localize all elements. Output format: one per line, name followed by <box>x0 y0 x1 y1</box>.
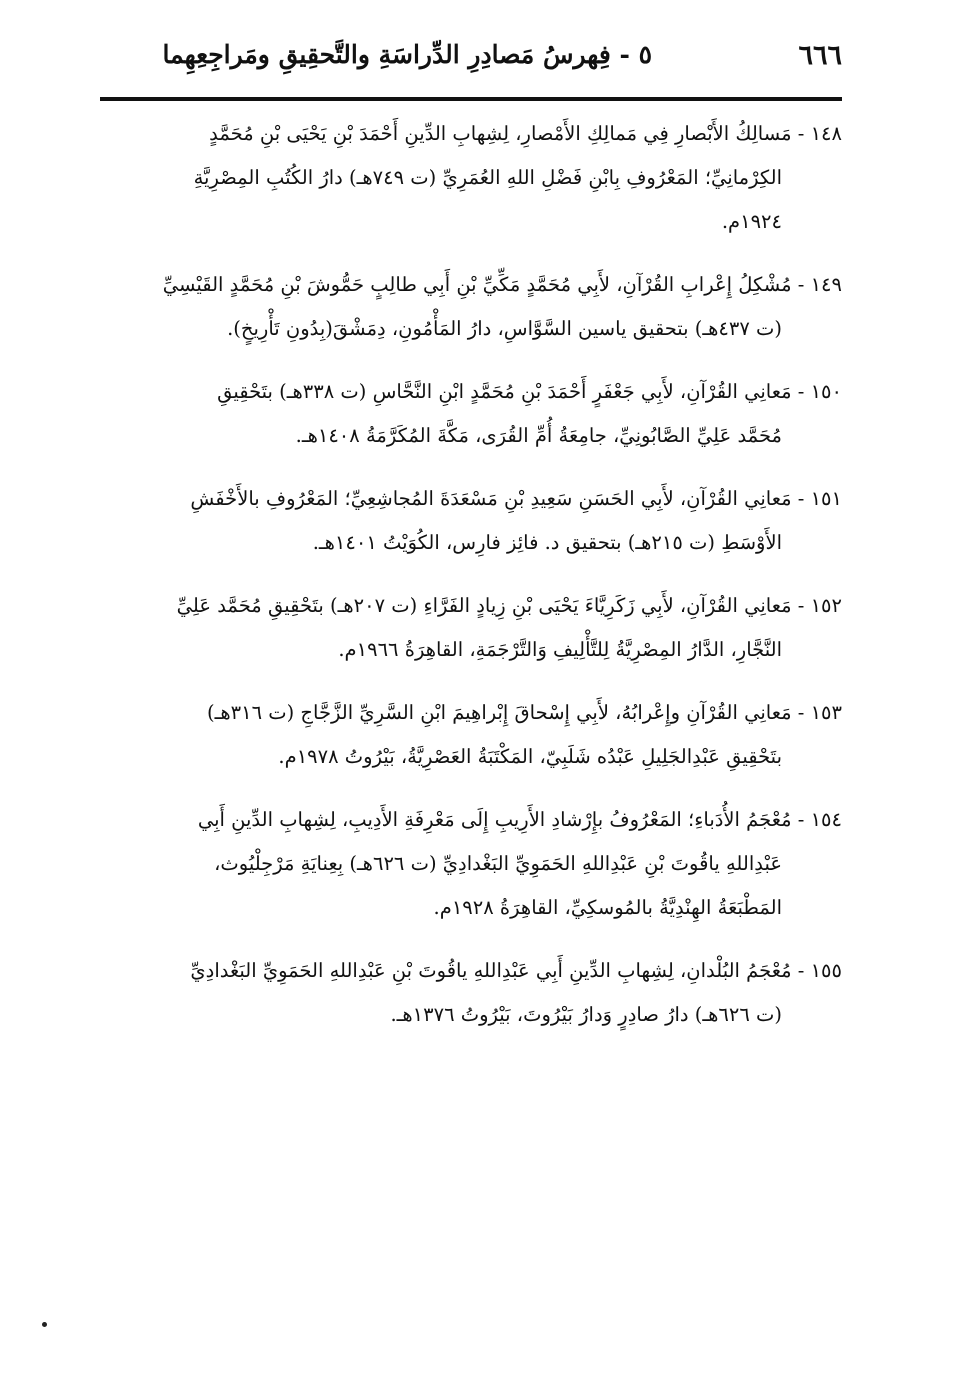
entry-line: ١٥٠ - مَعانِي القُرْآنِ، لأَبِي جَعْفَرٍ أَحْمَدَ بْنِ مُحَمَّدٍ ابْنِ النَّحَّاسِ (ت ٣٣٨هـ) بتَحْقِيقِ <box>217 380 842 403</box>
entry-line: (ت ٦٢٦هـ) دارُ صادِرٍ وَدارُ بَيْرُوتَ، بَيْرُوتُ ١٣٧٦هـ. <box>390 1003 782 1026</box>
entry-line: الأَوْسَطِ (ت ٢١٥هـ) بتحقيق د. فائِز فارِس، الكُوَيْتُ ١٤٠١هـ. <box>312 531 782 554</box>
entry-line: عَبْدِاللهِ ياقُوتَ بْنِ عَبْدِاللهِ الحَمَوِيِّ البَغْدادِيِّ (ت ٦٢٦هـ) بِعِنايَةِ مَرْجِلْيُوث، <box>214 852 782 875</box>
bibliography-entry <box>100 112 842 244</box>
entry-line: مُحَمَّد عَلِيِّ الصَّابُونِيِّ، جامِعَةُ أُمِّ القُرَى، مَكَّةَ المُكَرَّمَةُ ١٤٠٨هـ. <box>295 424 782 447</box>
entry-line: ١٥٤ - مُعْجَمُ الأُدَباءِ؛ المَعْرُوفُ بإِرْشادِ الأَرِيبِ إِلَى مَعْرِفَةِ الأَدِيبِ، لِشِهابِ الدِّينِ أَبِي <box>197 808 842 831</box>
bibliography-entry <box>100 584 842 672</box>
entry-line: (ت ٤٣٧هـ) بتحقيق ياسين السَّوَّاسِ، دارُ المَأْمُونِ، دِمَشْقَ(بِدُونِ تَأْرِيخٍ). <box>227 317 782 340</box>
page-header <box>100 36 842 86</box>
header-divider <box>100 97 842 101</box>
bibliography-entry <box>100 477 842 565</box>
bibliography-entry <box>100 949 842 1037</box>
entry-line: ١٥٢ - مَعانِي القُرْآنِ، لأَبِي زَكَرِيَّاءَ يَحْيَى بْنِ زِيادٍ الفَرَّاءِ (ت ٢٠٧هـ) بتَحْقِيقِ مُحَمَّد عَلِيِّ <box>176 594 842 617</box>
bibliography-entry <box>100 691 842 779</box>
scan-speck <box>42 1322 47 1327</box>
entry-line: ١٤٩ - مُشْكِلُ إِعْرابِ القُرْآنِ، لأَبِي مُحَمَّدٍ مَكِّيِّ بْنِ أَبِي طالِبٍ حَمُّوشَ بْنِ مُحَمَّدٍ القَيْسِيِّ <box>162 273 842 296</box>
page-number: ٦٦٦ <box>798 40 842 71</box>
entry-line: ١٩٢٤م. <box>721 210 782 233</box>
entry-line: ١٤٨ - مَسالِكُ الأَبْصارِ فِي مَمالِكِ الأَمْصارِ، لِشِهابِ الدِّينِ أَحْمَدَ بْنِ يَحْيَى بْنِ مُحَمَّدٍ <box>209 122 842 145</box>
bibliography-entry <box>100 263 842 351</box>
bibliography-entry <box>100 370 842 458</box>
entry-line: النَّجَّارِ، الدَّارُ المِصْرِيَّةُ لِلتَّأْلِيفِ وَالتَّرْجَمَةِ، القاهِرَةُ ١٩٦٦م. <box>338 638 782 661</box>
running-title: ٥ - فِهرسُ مَصادِرِ الدِّراسَةِ والتَّحقِيقِ ومَراجِعِهِما <box>162 40 652 69</box>
bibliography-list <box>100 112 842 1056</box>
entry-line: المَطْبَعَةُ الهِنْدِيَّةُ بالمُوسكِيِّ، القاهِرَةُ ١٩٢٨م. <box>433 896 782 919</box>
entry-line: ١٥٥ - مُعْجَمُ البُلْدانِ، لِشِهابِ الدِّينِ أَبِي عَبْدِاللهِ ياقُوتَ بْنِ عَبْدِاللهِ الحَمَوِيِّ البَغْدادِيِّ <box>190 959 842 982</box>
entry-line: ١٥٣ - مَعانِي القُرْآنِ وإِعْرابُهُ، لأَبِي إِسْحاقَ إِبْراهِيمَ ابْنِ السَّرِيِّ الزَّجَّاجِ (ت ٣١٦هـ) <box>207 701 842 724</box>
entry-line: ١٥١ - مَعانِي القُرْآنِ، لأَبِي الحَسَنِ سَعِيدِ بْنِ مَسْعَدَةَ المُجاشِعِيِّ؛ المَعْرُوفِ بالأَخْفَشِ <box>190 487 842 510</box>
entry-line: الكِرْمانِيِّ؛ المَعْرُوفِ بِابْنِ فَضْلِ اللهِ العُمَرِيِّ (ت ٧٤٩هـ) دارُ الكُتُبِ المِصْرِيَّةِ <box>193 166 782 189</box>
entry-line: بتَحْقِيقِ عَبْدِالجَلِيلِ عَبْدُه شَلَبِيّ، المَكْتَبَةُ العَصْرِيَّةُ، بَيْرُوتُ ١٩٧٨م. <box>278 745 782 768</box>
bibliography-entry <box>100 798 842 930</box>
